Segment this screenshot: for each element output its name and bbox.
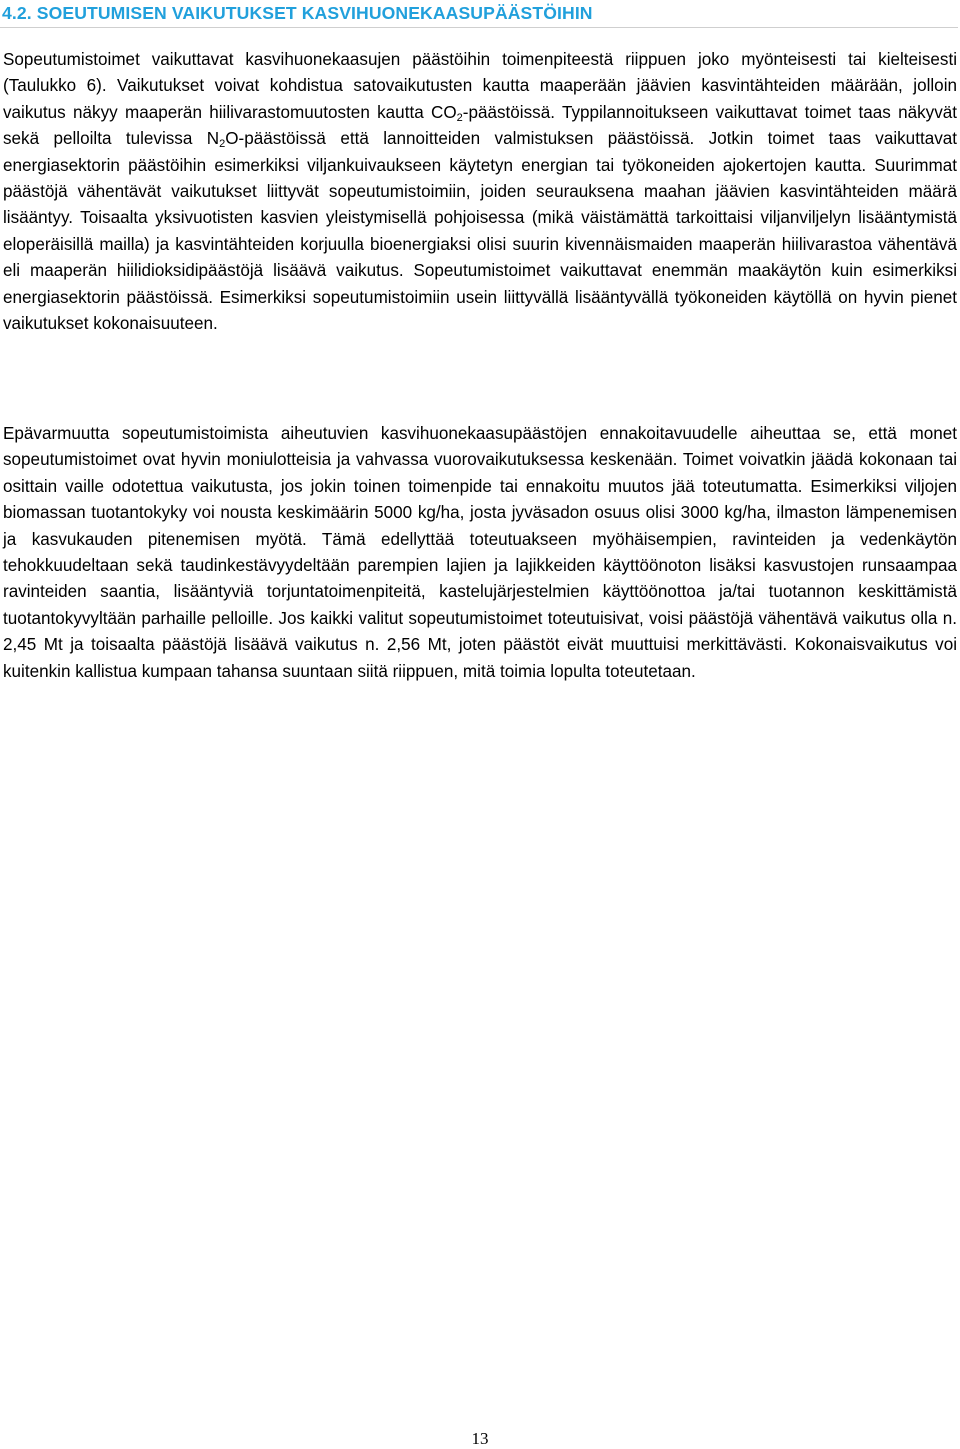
body-paragraph-2: Epävarmuutta sopeutumistoimista aiheutuvien kasvihuonekaasupäästöjen ennakoitavuudelle aiheuttaa se, että monet sopeutumistoimet ovat hyvin moniulotteisia ja vahvassa vuorovaikutuksessa keskenään. Toimet voivatkin jäädä kokonaan tai osittain vaille odotettua vaikutusta, jos jokin toinen toimenpide tai ennakoitu muutos jää toteutumatta. Esimerkiksi viljojen biomassan tuotantokyky voi nousta keskimäärin 5000 kg/ha, josta jyväsadon osuus olisi 3000 kg/ha, ilmaston lämpenemisen ja kasvukauden pitenemisen myötä. Tämä edellyttää toteutuakseen myöhäisempien, ravinteiden ja vedenkäytön tehokkuudeltaan sekä taudinkestävyydeltään parempien lajien ja lajikkeiden käyttöönoton lisäksi kasvustojen runsaampaa ravinteiden saantia, lisääntyviä torjuntatoimenpiteitä, kastelujärjestelmien käyttöönottoa ja/tai tuotannon keskittämistä tuotantokyvyltään parhaille pelloille. Jos kaikki valitut sopeutumistoimet toteutuisivat, voisi päästöjä vähentävä vaikutus olla n. 2,45 Mt ja toisaalta päästöjä lisäävä vaikutus n. 2,56 Mt, joten päästöt eivät muuttuisi merkittävästi. Kokonaisvaikutus voi kuitenkin kallistua kumpaan tahansa suuntaan siitä riippuen, mitä toimia lopulta toteutetaan. <box>3 424 957 681</box>
paragraph-1-text-part-1: Sopeutumistoimet vaikuttavat kasvihuonekaasujen päästöihin toimenpiteestä riippuen joko myönteisesti tai kielteisesti (Taulukko 6). Vaikutukset voivat kohdistua satovaikutusten kautta maaperään jäävien kasvintähteiden määrään, jolloin vaikutus näkyy maaperän hiilivarastomuutosten kautta CO <box>3 50 957 122</box>
section-heading: 4.2. SOEUTUMISEN VAIKUTUKSET KASVIHUONEKAASUPÄÄSTÖIHIN <box>2 3 593 23</box>
page-number: 13 <box>471 1429 489 1448</box>
paragraph-1-text-part-2: -päästöissä. Typpilannoitukseen vaikuttavat toimet taas näkyvät sekä pelloilta tulevissa N <box>3 102 957 149</box>
body-paragraph-1 <box>3 47 957 337</box>
n2o-subscript: 2 <box>219 138 226 151</box>
paragraph-1-text-part-3: O-päästöissä että lannoitteiden valmistuksen päästöissä. Jotkin toimet taas vaikuttavat energiasektorin päästöihin esimerkiksi viljankuivaukseen käytetyn energian tai työkoneiden ajokertojen kautta. Suurimmat päästöjä vähentävät vaikutukset liittyvät sopeutumistoimiin, joiden seurauksena maahan jäävien kasvintähteiden määrä lisääntyy. Toisaalta yksivuotisten kasvien yleistymisellä pohjoisessa (mikä väistämättä tarkoittaisi viljanviljelyn lisääntymistä eloperäisillä mailla) ja kasvintähteiden korjuulla bioenergiaksi olisi suurin kivennäismaiden maaperän hiilivarastoa vähentävä eli maaperän hiilidioksidipäästöjä lisäävä vaikutus. Sopeutumistoimet vaikuttavat enemmän maakäytön kuin esimerkiksi energiasektorin päästöissä. Esimerkiksi sopeutumistoimiin usein liittyvällä lisääntyvällä työkoneiden käytöllä on hyvin pienet vaikutukset kokonaisuuteen. <box>3 129 957 334</box>
co2-subscript: 2 <box>456 111 463 124</box>
section-heading-bar <box>0 0 958 28</box>
